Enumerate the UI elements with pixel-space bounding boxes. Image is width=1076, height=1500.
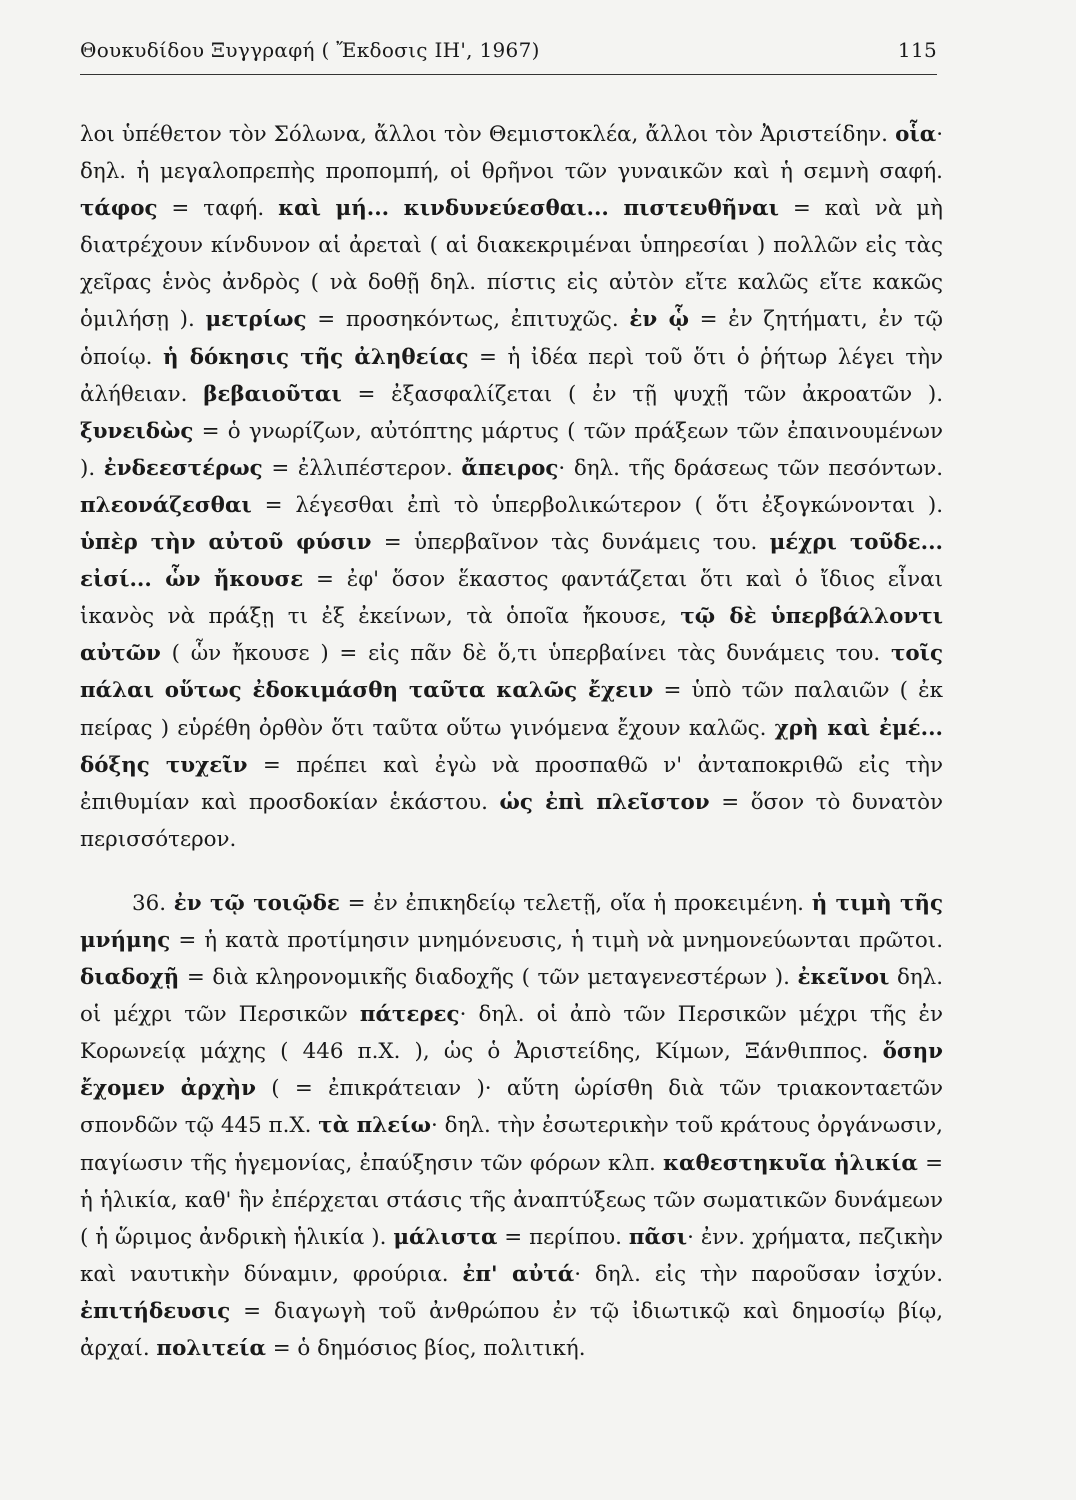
lemma-term: ἡ τιμὴ τῆς μνήμης xyxy=(80,890,944,953)
gloss-text: = ἐξασφαλίζεται ( ἐν τῇ ψυχῇ τῶν ἀκροατῶν ). xyxy=(341,381,943,407)
lemma-term: ἐν τῷ τοιῷδε xyxy=(173,890,340,916)
gloss-text: = διὰ κληρονομικῆς διαδοχῆς ( τῶν μεταγενεστέρων ). xyxy=(179,965,798,991)
lemma-term: τὰ πλείω xyxy=(318,1113,432,1139)
gloss-text: ( = ἐπικράτειαν )· αὕτη ὡρίσθη διὰ τῶν τριακονταετῶν σπονδῶν τῷ 445 π.Χ. xyxy=(80,1076,943,1139)
gloss-text: = ὁ δημόσιος βίος, πολιτική. xyxy=(265,1336,586,1361)
gloss-text: · δηλ. οἱ ἀπὸ τῶν Περσικῶν μέχρι τῆς ἐν Κορωνείᾳ μάχης ( 446 π.Χ. ), ὡς ὁ Ἀριστείδης, Κίμων, Ξάνθιππος. xyxy=(80,1002,943,1065)
gloss-text: · δηλ. εἰς τὴν παροῦσαν ἰσχύν. xyxy=(574,1261,944,1287)
lemma-term: ὑπὲρ τὴν αὐτοῦ φύσιν xyxy=(80,530,372,556)
lemma-term: διαδοχῇ xyxy=(80,965,180,991)
lemma-term: ἐπ' αὐτά xyxy=(462,1261,575,1287)
gloss-text: ( ὧν ἤκουσε ) = εἰς πᾶν δὲ ὅ,τι ὑπερβαίνει τὰς δυνάμεις του. xyxy=(160,641,891,667)
lemma-term: μέχρι τοῦδε... εἰσί... ὧν ἤκουσε xyxy=(80,530,943,593)
gloss-text: = ἐφ' ὅσον ἕκαστος φαντάζεται ὅτι καὶ ὁ ἴδιος εἶναι ἱκανὸς νὰ πράξῃ τι ἐξ ἐκείνων, τὰ ὁποῖα ἤκουσε, xyxy=(80,567,944,630)
gloss-text: · ἐνν. χρήματα, πεζικὴν καὶ ναυτικὴν δύναμιν, φρούρια. xyxy=(80,1224,943,1287)
lemma-term: ἡ δόκησις τῆς ἀληθείας xyxy=(163,344,469,370)
lemma-term: ἐνδεεστέρως xyxy=(103,455,263,481)
lemma-term: ξυνειδὼς xyxy=(80,418,194,444)
paragraph-2-section-36 xyxy=(80,885,943,1367)
gloss-text: = ὁ γνωρίζων, αὐτόπτης μάρτυς ( τῶν πράξεων τῶν ἐπαινουμένων ). xyxy=(80,418,943,481)
lemma-term: χρὴ καὶ ἐμέ... δόξης τυχεῖν xyxy=(80,715,943,778)
gloss-text: = ὑπὸ τῶν παλαιῶν ( ἐκ πείρας ) εὑρέθη ὀρθὸν ὅτι ταῦτα οὕτω γινόμενα ἔχουν καλῶς. xyxy=(80,678,943,741)
lemma-term: οἷα xyxy=(895,122,937,147)
gloss-text: = καὶ νὰ μὴ διατρέχουν κίνδυνον αἱ ἀρεταὶ ( αἱ διακεκριμέναι ὑπηρεσίαι ) πολλῶν εἰς τὰς χεῖρας ἑνὸς ἀνδρὸς ( νὰ δοθῇ δηλ. πίστις εἰς αὐτὸν εἴτε καλῶς εἴτε κακῶς ὁμιλήσῃ ). xyxy=(80,196,943,333)
lemma-term: ἐν ᾧ xyxy=(629,307,689,333)
gloss-text: = ἡ ἡλικία, καθ' ἣν ἐπέρχεται στάσις τῆς ἀναπτύξεως τῶν σωματικῶν δυνάμεων ( ἡ ὥριμος ἀνδρικὴ ἡλικία ). xyxy=(80,1150,943,1250)
lemma-term: βεβαιοῦται xyxy=(203,381,342,407)
page-number: 115 xyxy=(897,38,937,62)
gloss-text: · δηλ. ἡ μεγαλοπρεπὴς προπομπή, οἱ θρῆνοι τῶν γυναικῶν καὶ ἡ σεμνὴ σαφή. xyxy=(80,122,943,185)
gloss-text: = περίπου. xyxy=(497,1224,629,1250)
paragraph-1 xyxy=(80,116,943,858)
gloss-text: = ἡ κατὰ προτίμησιν μνημόνευσις, ἡ τιμὴ νὰ μνημονεύωνται πρῶτοι. xyxy=(170,927,943,953)
gloss-text: = λέγεσθαι ἐπὶ τὸ ὑπερβολικώτερον ( ὅτι ἐξογκώνονται ). xyxy=(251,492,943,518)
gloss-text: = ταφή. xyxy=(157,196,279,222)
lemma-term: τοῖς πάλαι οὕτως ἐδοκιμάσθη ταῦτα καλῶς ἔχειν xyxy=(80,641,943,704)
lemma-term: ἐπιτήδευσις xyxy=(80,1298,231,1324)
lemma-term: πολιτεία xyxy=(156,1336,266,1361)
gloss-text: λοι ὑπέθετον τὸν Σόλωνα, ἄλλοι τὸν Θεμιστοκλέα, ἄλλοι τὸν Ἀριστείδην. xyxy=(80,122,896,147)
gloss-text: · δηλ. τὴν ἐσωτερικὴν τοῦ κράτους ὀργάνωσιν, παγίωσιν τῆς ἡγεμονίας, ἐπαύξησιν τῶν φόρων κλπ. xyxy=(80,1113,943,1176)
gloss-text: = πρέπει καὶ ἐγὼ νὰ προσπαθῶ ν' ἀνταποκριθῶ εἰς τὴν ἐπιθυμίαν καὶ προσδοκίαν ἑκάστου. xyxy=(80,752,943,815)
lemma-term: πάτερες xyxy=(359,1002,460,1028)
gloss-text: = ἐν ζητήματι, ἐν τῷ ὁποίῳ. xyxy=(80,307,943,370)
lemma-term: ὅσην ἔχομεν ἀρχὴν xyxy=(80,1039,943,1102)
gloss-text: = προσηκόντως, ἐπιτυχῶς. xyxy=(306,307,630,333)
gloss-text: = ἡ ἰδέα περὶ τοῦ ὅτι ὁ ῥήτωρ λέγει τὴν ἀλήθειαν. xyxy=(80,344,944,407)
gloss-text: 36. xyxy=(132,890,174,916)
lemma-term: καὶ μή... κινδυνεύεσθαι... πιστευθῆναι xyxy=(278,196,779,222)
header-rule xyxy=(80,74,937,75)
header-title: Θουκυδίδου Ξυγγραφή ( Ἔκδοσις ΙΗ', 1967) xyxy=(80,38,540,62)
lemma-term: ὡς ἐπὶ πλεῖστον xyxy=(499,789,710,815)
lemma-term: πλεονάζεσθαι xyxy=(80,492,252,518)
gloss-text: = ὅσον τὸ δυνατὸν περισσότερον. xyxy=(80,789,943,852)
commentary-text xyxy=(80,116,943,1367)
gloss-text: δηλ. οἱ μέχρι τῶν Περσικῶν xyxy=(80,965,944,1028)
lemma-term: ἄπειρος xyxy=(461,455,559,481)
lemma-term: τῷ δὲ ὑπερβάλλοντι αὐτῶν xyxy=(80,604,943,667)
lemma-term: μάλιστα xyxy=(393,1224,498,1250)
lemma-term: τάφος xyxy=(80,196,158,222)
gloss-text: · δηλ. τῆς δράσεως τῶν πεσόντων. xyxy=(558,455,943,481)
lemma-term: πᾶσι xyxy=(628,1224,688,1250)
gloss-text: = διαγωγὴ τοῦ ἀνθρώπου ἐν τῷ ἰδιωτικῷ καὶ δημοσίῳ βίῳ, ἀρχαί. xyxy=(80,1298,943,1361)
gloss-text: = ἐν ἐπικηδείῳ τελετῇ, οἵα ἡ προκειμένη. xyxy=(339,890,812,916)
lemma-term: καθεστηκυῖα ἡλικία xyxy=(663,1150,918,1176)
gloss-text: = ὑπερβαῖνον τὰς δυνάμεις του. xyxy=(371,530,770,556)
lemma-term: ἐκεῖνοι xyxy=(797,965,890,991)
gloss-text: = ἐλλιπέστερον. xyxy=(262,455,462,481)
lemma-term: μετρίως xyxy=(205,307,307,333)
